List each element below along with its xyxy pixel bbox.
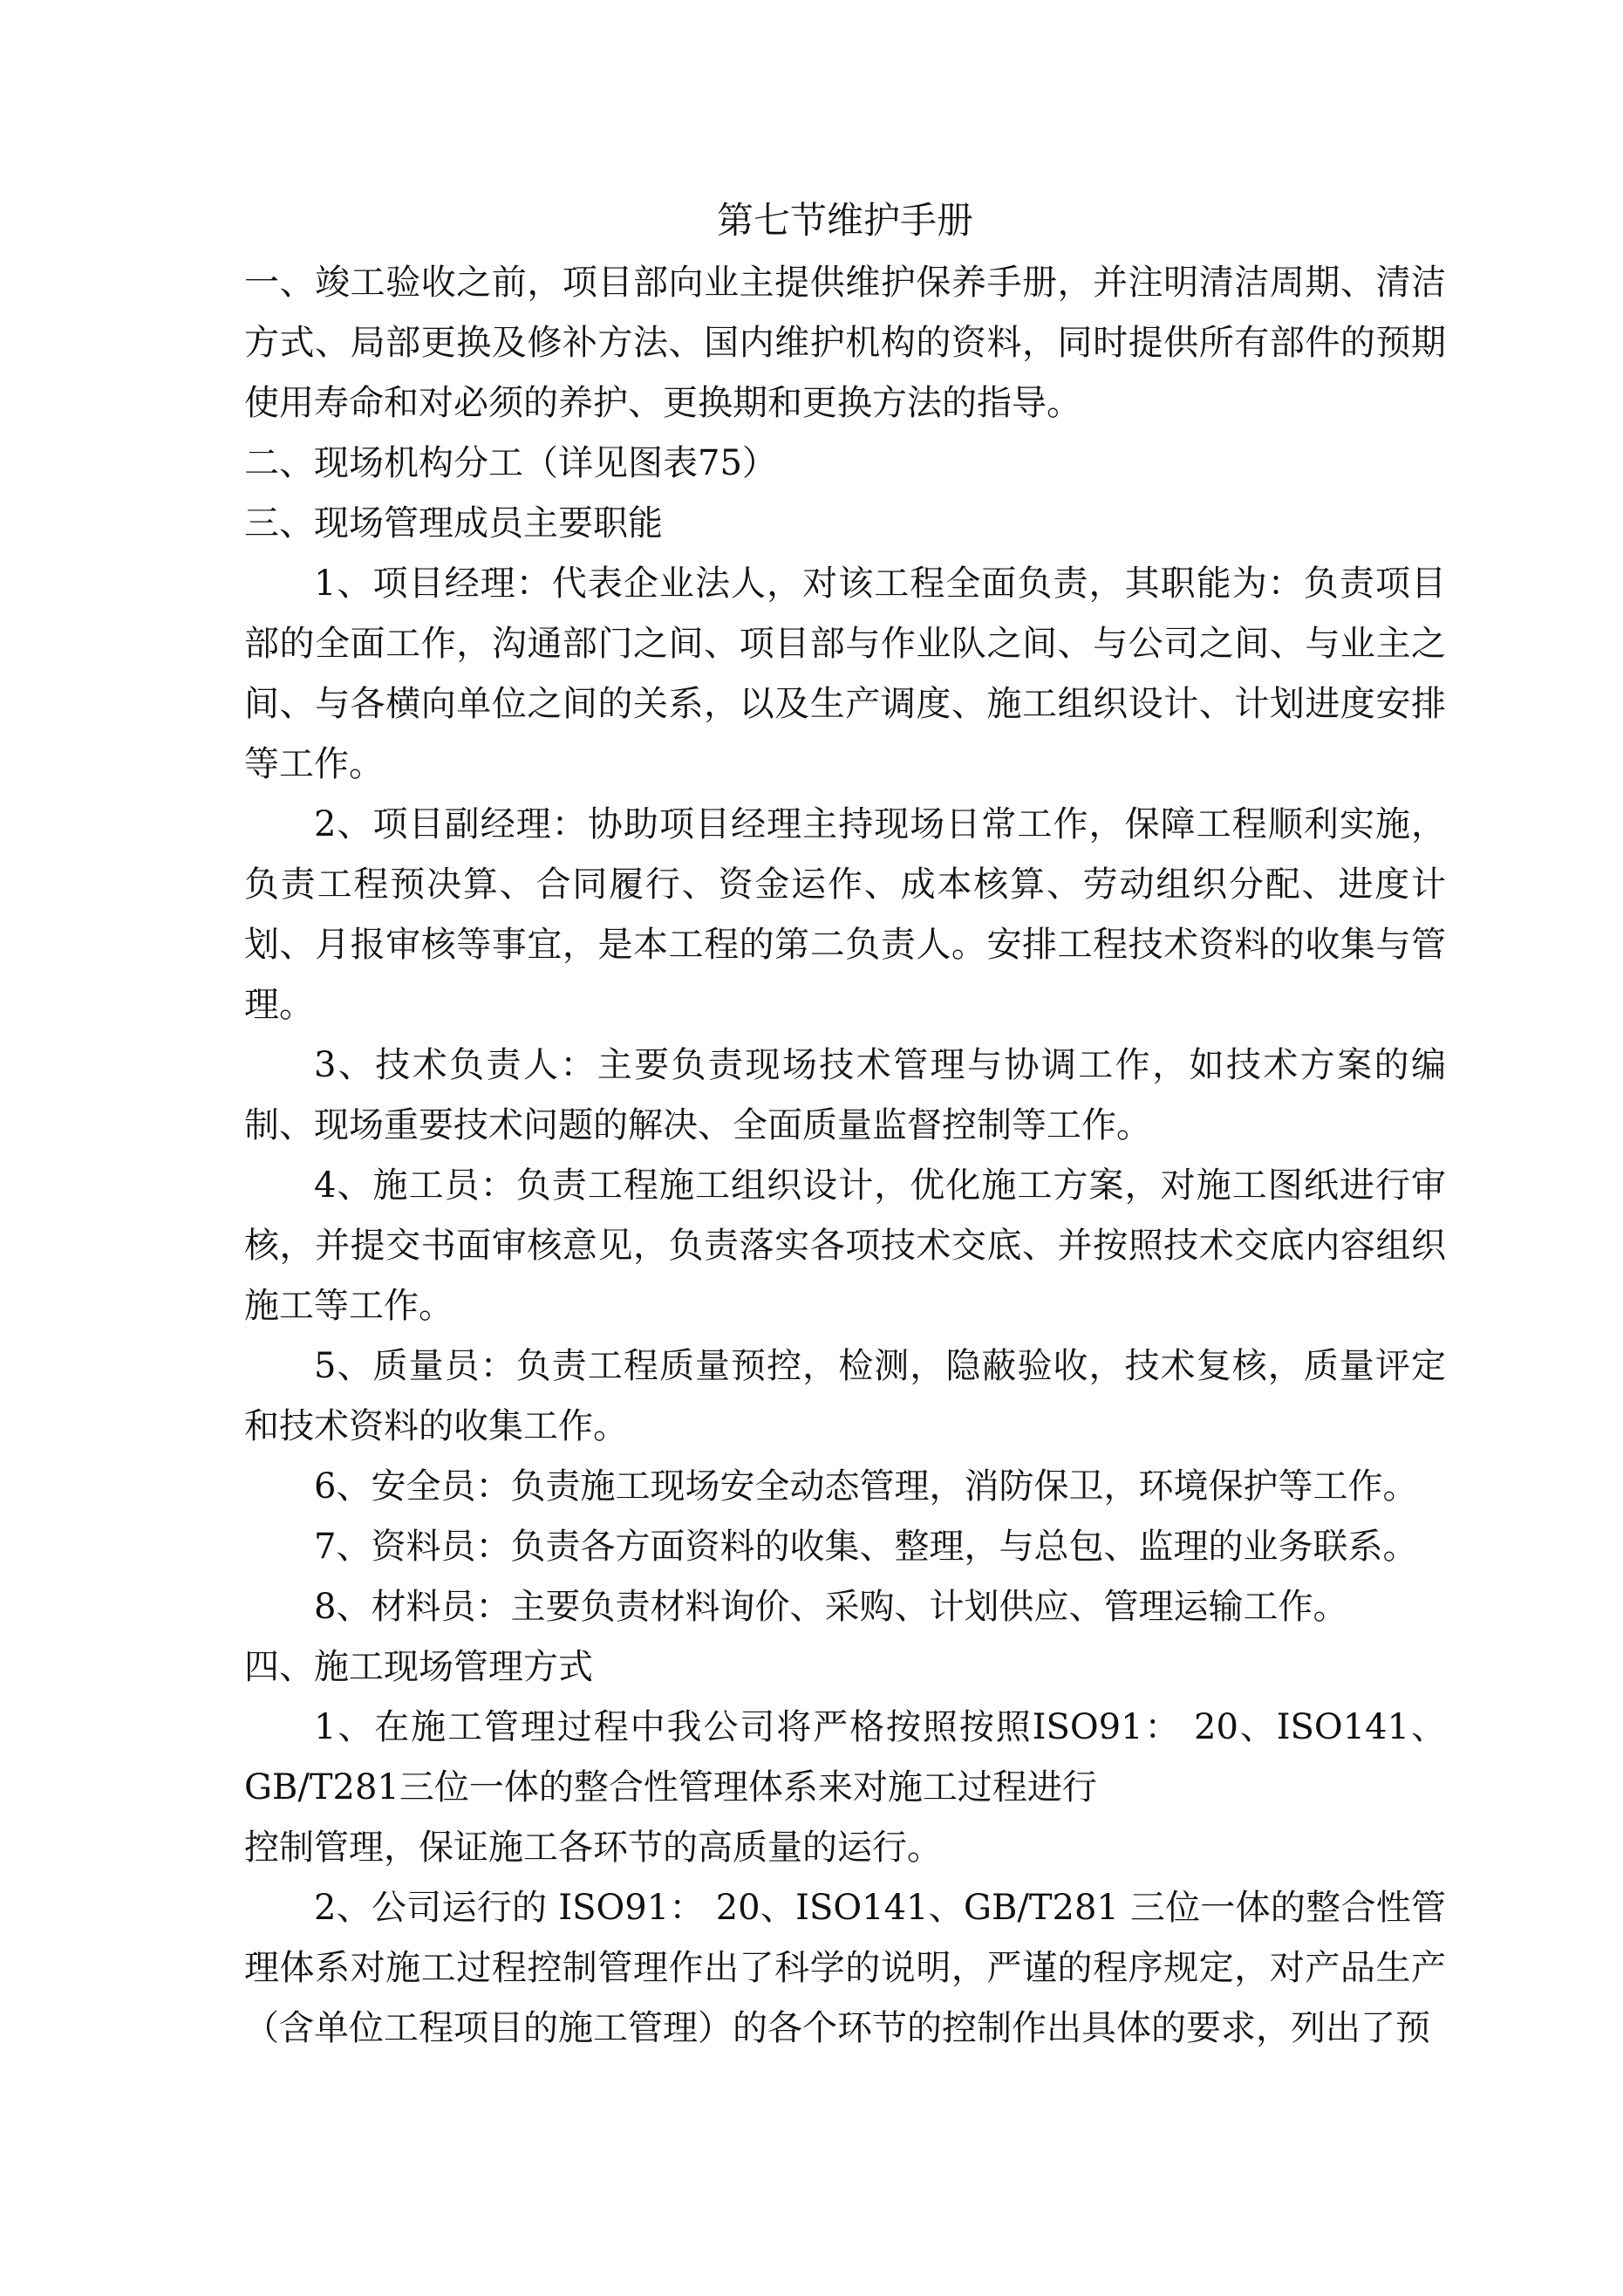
paragraph-duties-heading: 三、现场管理成员主要职能 (244, 503, 663, 543)
paragraph-management-heading: 四、施工现场管理方式 (244, 1647, 593, 1687)
paragraph-technical-lead: 3、技术负责人：主要负责现场技术管理与协调工作，如技术方案的编制、现场重要技术问题的解决、全面质量监督控制等工作。 (244, 1045, 1446, 1145)
paragraph-safety-officer: 6、安全员：负责施工现场安全动态管理，消防保卫，环境保护等工作。 (314, 1466, 1418, 1507)
paragraph-construction-officer: 4、施工员：负责工程施工组织设计，优化施工方案，对施工图纸进行审核，并提交书面审核意见，负责落实各项技术交底、并按照技术交底内容组织施工等工作。 (244, 1165, 1446, 1326)
paragraph-iso-system-1: 1、在施工管理过程中我公司将严格按照按照ISO91： 20、ISO141、GB/T281三位一体的整合性管理体系来对施工过程进行 (244, 1707, 1446, 1807)
paragraph-iso-system-2: 2、公司运行的 ISO91： 20、ISO141、GB/T281 三位一体的整合性管理体系对施工过程控制管理作出了科学的说明，严谨的程序规定，对产品生产（含单位工程项目的施工管理）的各个环节的控制作出具体的要求，列出了预 (244, 1888, 1446, 2048)
paragraph-deputy-manager: 2、项目副经理：协助项目经理主持现场日常工作，保障工程顺利实施，负责工程预决算、合同履行、资金运作、成本核算、劳动组织分配、进度计划、月报审核等事宜，是本工程的第二负责人。安排工程技术资料的收集与管理。 (244, 804, 1446, 1025)
paragraph-handover-manual: 一、竣工验收之前，项目部向业主提供维护保养手册，并注明清洁周期、清洁方式、局部更换及修补方法、国内维护机构的资料，同时提供所有部件的预期使用寿命和对必须的养护、更换期和更换方法的指导。 (244, 263, 1446, 423)
paragraph-records-officer: 7、资料员：负责各方面资料的收集、整理，与总包、监理的业务联系。 (314, 1527, 1418, 1567)
paragraph-site-organization: 二、现场机构分工（详见图表75） (244, 443, 777, 483)
paragraph-iso-system-1-cont: 控制管理，保证施工各环节的高质量的运行。 (244, 1828, 942, 1868)
paragraph-project-manager: 1、项目经理：代表企业法人，对该工程全面负责，其职能为：负责项目部的全面工作，沟通部门之间、项目部与作业队之间、与公司之间、与业主之间、与各横向单位之间的关系，以及生产调度、施工组织设计、计划进度安排等工作。 (244, 564, 1446, 784)
paragraph-quality-officer: 5、质量员：负责工程质量预控，检测，隐蔽验收，技术复核，质量评定和技术资料的收集工作。 (244, 1346, 1446, 1446)
document-page (244, 190, 1446, 2059)
document-title: 第七节维护手册 (716, 199, 973, 242)
paragraph-materials-officer: 8、材料员：主要负责材料询价、采购、计划供应、管理运输工作。 (314, 1587, 1348, 1627)
